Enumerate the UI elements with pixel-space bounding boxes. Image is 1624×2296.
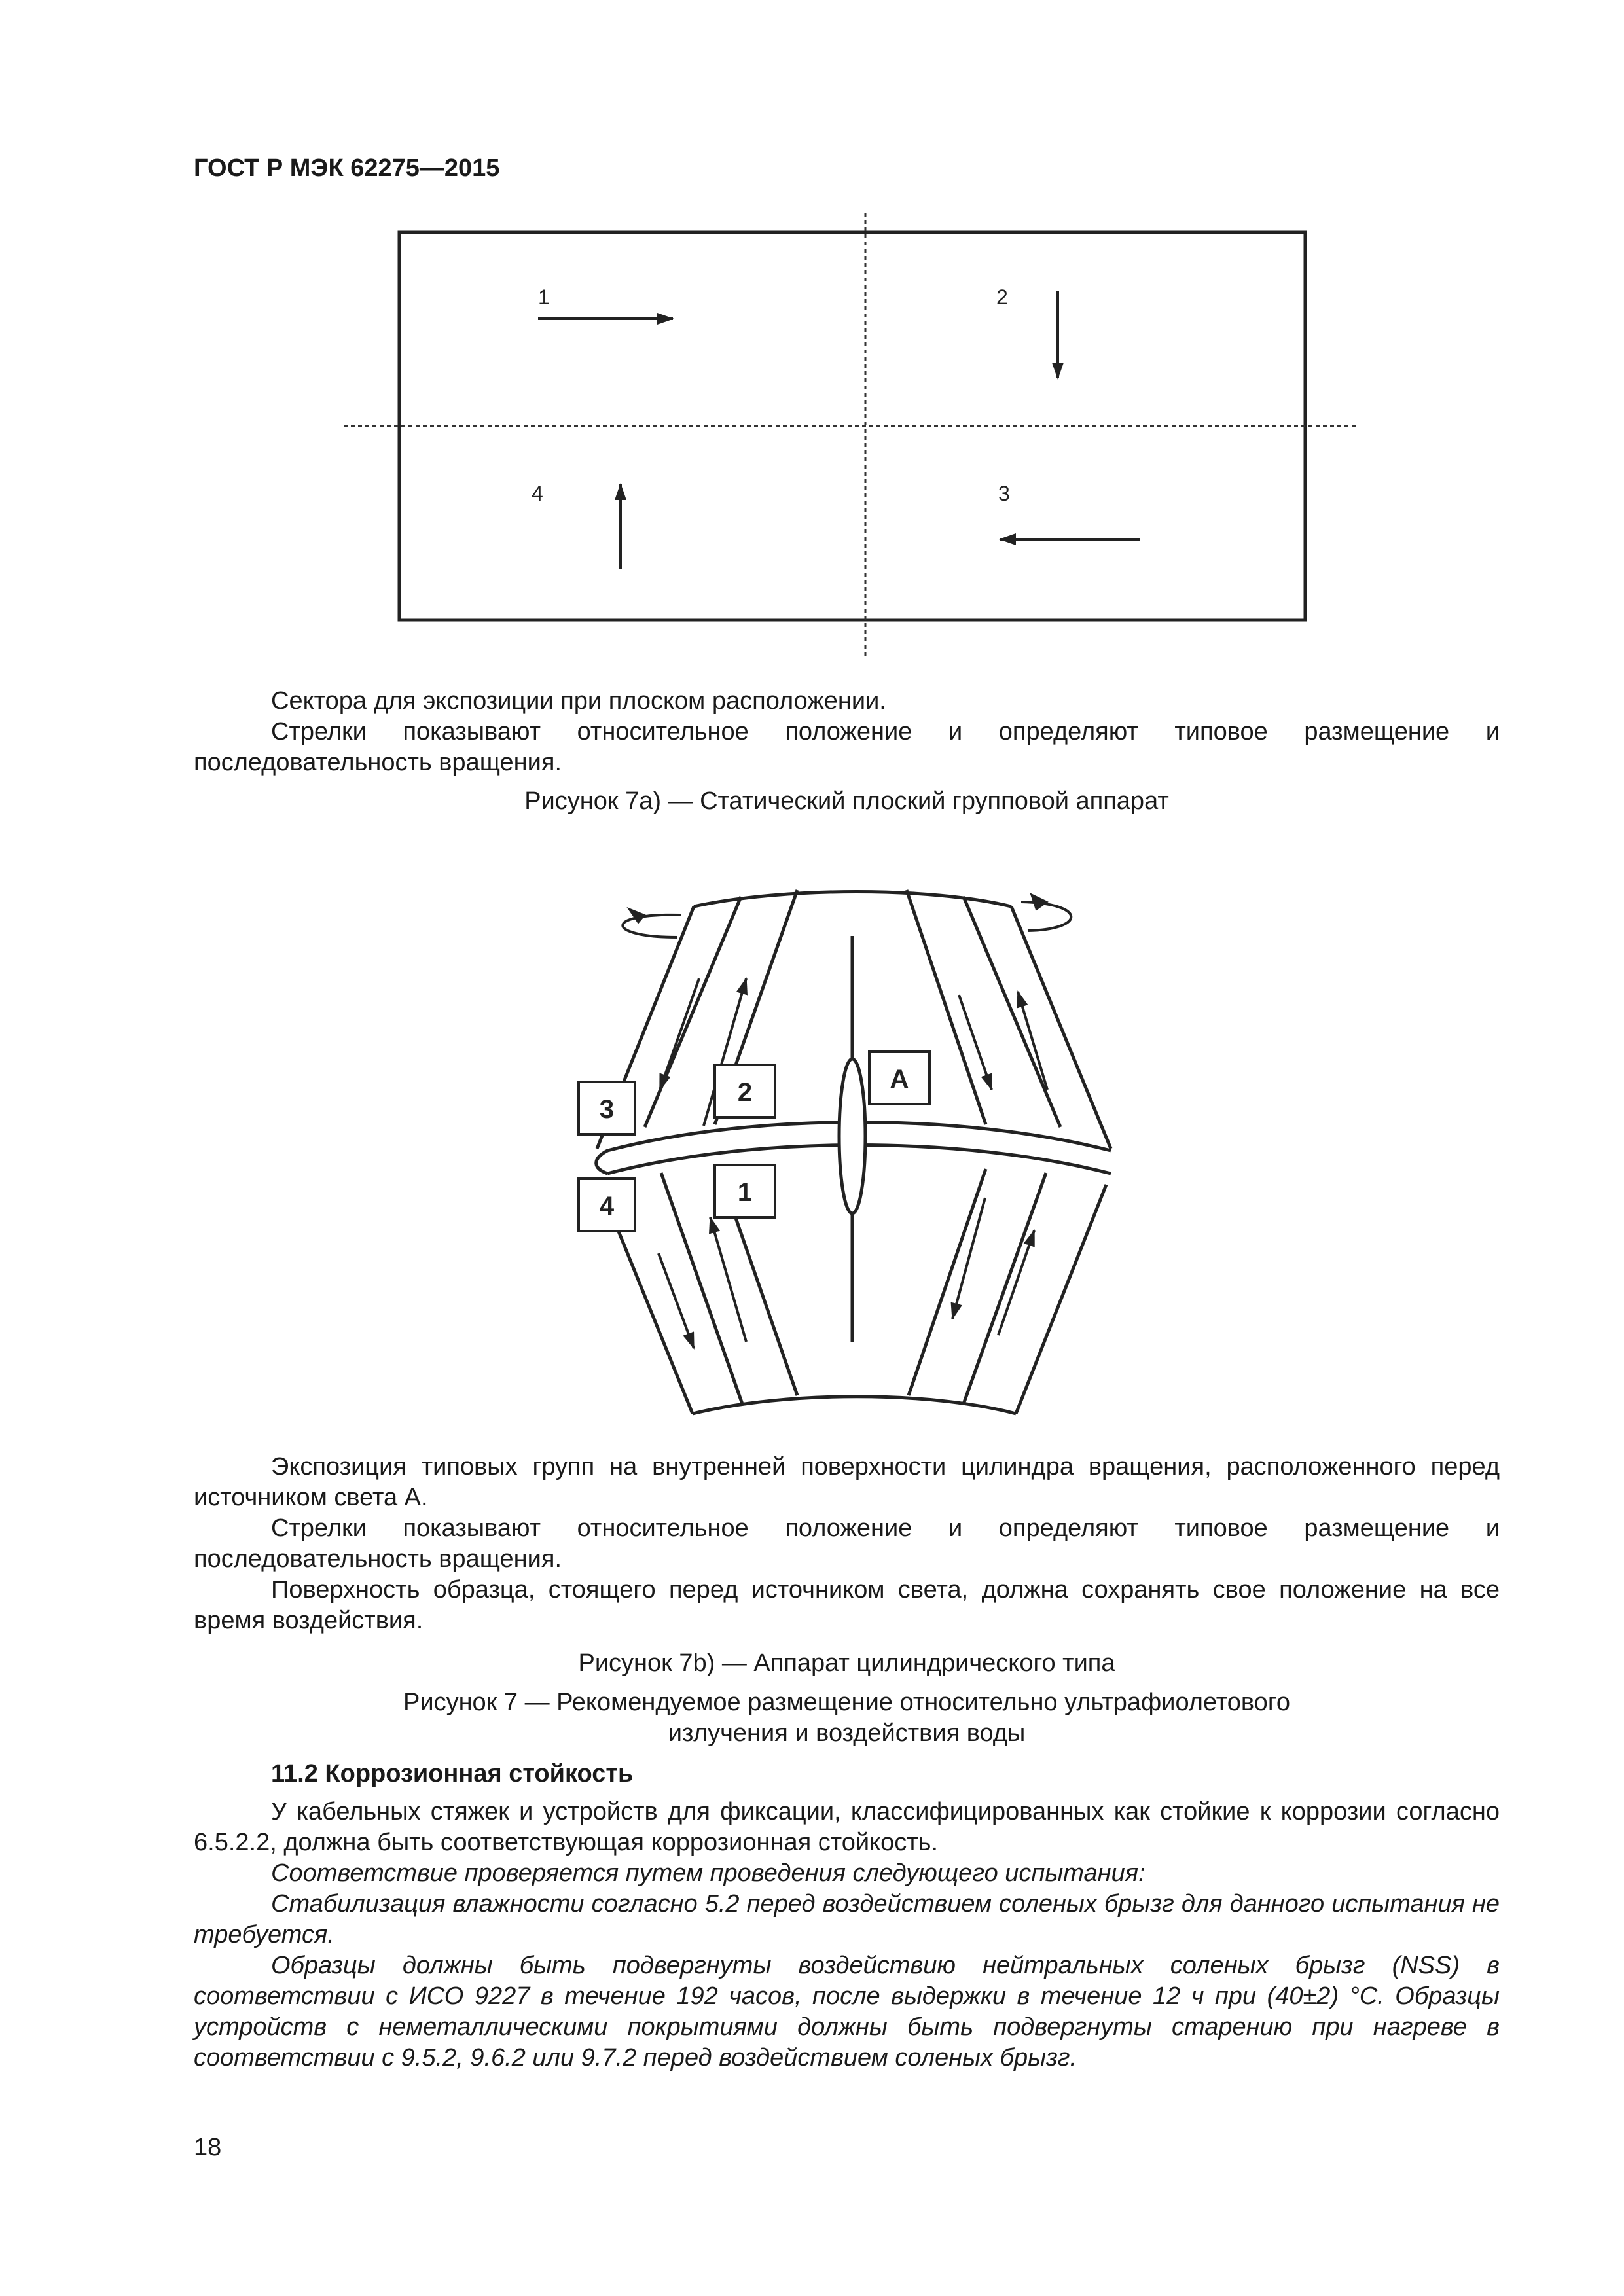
figure-7-title-line-2: излучения и воздействия воды bbox=[668, 1719, 1026, 1747]
label-2-text: 2 bbox=[737, 1078, 753, 1107]
figure-7a-caption-line-1: Сектора для экспозиции при плоском расположении. bbox=[271, 687, 886, 715]
rotation-arrow-left bbox=[623, 915, 681, 937]
strip-arrow-4 bbox=[659, 1253, 694, 1348]
strip-arrow-right-up bbox=[1018, 992, 1047, 1090]
label-1-text: 1 bbox=[737, 1178, 753, 1207]
figure-7a-caption-line-2: Стрелки показывают относительное положение и определяют типовое размещение и последовательность вращения. bbox=[194, 718, 1500, 776]
figure-7b-caption-line-1: Экспозиция типовых групп на внутренней поверхности цилиндра вращения, расположенного перед источником света А. bbox=[194, 1453, 1500, 1511]
label-4-text: 4 bbox=[599, 1192, 615, 1221]
section-italic-paragraph-3: Образцы должны быть подвергнуты воздействию нейтральных соленых брызг (NSS) в соответствии с ИСО 9227 в течение 192 часов, после выдержки в течение 12 ч при (40±2) °С. Образцы устройств с неметаллическими покрытиями должны быть подвергнуты старению при нагреве в соответствии с 9.5.2, 9.6.2 или 9.7.2 перед воздействием соленых брызг. bbox=[194, 1952, 1500, 2072]
flat-panel-frame bbox=[399, 232, 1305, 620]
lower-strip-3 bbox=[909, 1169, 986, 1395]
section-body bbox=[194, 1797, 1500, 2073]
band-left-cap bbox=[596, 1151, 607, 1174]
upper-strip-4 bbox=[964, 897, 1060, 1127]
figure-7-title-line-1: Рисунок 7 — Рекомендуемое размещение относительно ультрафиолетового bbox=[403, 1689, 1290, 1716]
section-italic-paragraph-2: Стабилизация влажности согласно 5.2 перед воздействием соленых брызг для данного испытания не требуется. bbox=[194, 1890, 1500, 1948]
figure-7b-caption-line-2: Стрелки показывают относительное положение и определяют типовое размещение и последовательность вращения. bbox=[194, 1515, 1500, 1573]
figure-7a-diagram bbox=[344, 213, 1358, 658]
strip-arrow-3 bbox=[660, 978, 699, 1090]
strip-arrow-right-lower-up bbox=[998, 1230, 1034, 1335]
sector-label-2: 2 bbox=[996, 285, 1008, 309]
rotation-arrow-left-head bbox=[628, 908, 645, 923]
rotation-arrow-right bbox=[1021, 902, 1071, 931]
document-header: ГОСТ Р МЭК 62275—2015 bbox=[194, 154, 500, 182]
sector-label-4: 4 bbox=[532, 482, 543, 505]
label-a-text: A bbox=[890, 1065, 909, 1094]
strip-arrow-right-down bbox=[959, 995, 992, 1090]
figure-7-title bbox=[194, 1687, 1500, 1749]
label-3-text: 3 bbox=[599, 1095, 615, 1124]
section-italic-paragraph-1: Соответствие проверяется путем проведения следующего испытания: bbox=[271, 1859, 1146, 1887]
figure-7a-title: Рисунок 7а) — Статический плоский групповой аппарат bbox=[524, 787, 1169, 815]
section-paragraph-1: У кабельных стяжек и устройств для фиксации, классифицированных как стойкие к коррозии согласно 6.5.2.2, должна быть соответствующая коррозионная стойкость. bbox=[194, 1798, 1500, 1856]
page-number: 18 bbox=[194, 2134, 222, 2161]
light-source-lamp bbox=[839, 1059, 865, 1213]
section-heading: 11.2 Коррозионная стойкость bbox=[271, 1760, 634, 1787]
rotation-arrow-right-head bbox=[1031, 894, 1047, 910]
figure-7b-caption bbox=[194, 1452, 1500, 1636]
figure-7b-diagram bbox=[579, 890, 1111, 1414]
figure-7a-caption bbox=[194, 686, 1500, 778]
upper-right-outer bbox=[1011, 906, 1111, 1149]
figure-7b-title: Рисунок 7b) — Аппарат цилиндрического типа bbox=[578, 1649, 1115, 1677]
figure-7b-caption-line-3: Поверхность образца, стоящего перед источником света, должна сохранять свое положение на все время воздействия. bbox=[194, 1576, 1500, 1634]
sector-label-3: 3 bbox=[998, 482, 1010, 505]
sector-label-1: 1 bbox=[538, 285, 550, 309]
